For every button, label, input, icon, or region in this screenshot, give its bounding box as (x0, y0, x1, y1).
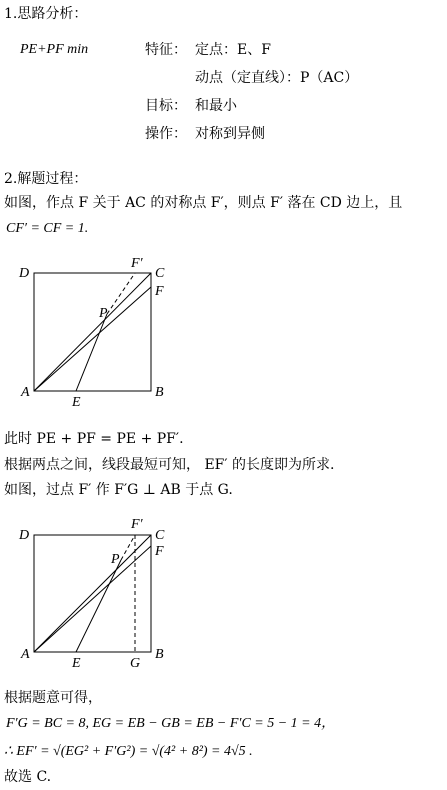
fig1-label-d: D (19, 266, 30, 281)
fig1-label-b: B (155, 385, 164, 400)
fig1-square (34, 273, 151, 391)
solution-line-6: 根据题意可得， (4, 690, 102, 706)
fig1-line-pf-prime (107, 273, 135, 314)
fig2-label-e: E (72, 656, 81, 671)
row-value-fixed-points: 定点：E、F (195, 42, 271, 58)
solution-line-1: 如图，作点 F 关于 AC 的对称点 F′，则点 F′ 落在 CD 边上，且 (4, 195, 403, 211)
row-value-operation: 对称到异侧 (195, 126, 265, 142)
row-label-goal: 目标： (145, 98, 187, 114)
fig1-label-f-prime: F′ (131, 256, 143, 271)
target-formula: PE+PF min (20, 42, 89, 57)
row-value-moving-point: 动点（定直线）：P（AC） (195, 70, 359, 86)
solution-line-4: 根据两点之间，线段最短可知， EF′ 的长度即为所求. (4, 457, 335, 473)
row-label-operation: 操作： (145, 126, 187, 142)
fig1-label-p: P (99, 306, 108, 321)
fig2-label-a: A (21, 647, 30, 662)
fig1-label-e: E (72, 395, 81, 410)
solution-line-8: ∴ EF′ = √(EG² + F′G²) = √(4² + 8²) = 4√5 . (4, 744, 253, 759)
section2-heading: 2.解题过程： (4, 171, 88, 187)
solution-line-3: 此时 PE + PF = PE + PF′. (4, 431, 184, 447)
fig2-label-p: P (111, 552, 120, 567)
fig2-label-f: F (155, 544, 164, 559)
fig1-line-ep (76, 314, 107, 391)
fig2-label-b: B (155, 647, 164, 662)
fig2-diagonal-ac (34, 535, 151, 652)
fig2-label-d: D (19, 528, 30, 543)
solution-line-2: CF′ = CF = 1. (6, 221, 89, 236)
fig2-square (34, 535, 151, 652)
fig1-diagonal-ac (34, 273, 151, 391)
fig2-line-pf-prime (121, 535, 135, 560)
row-value-goal: 和最小 (195, 98, 237, 114)
fig2-label-f-prime: F′ (131, 517, 143, 532)
solution-line-7: F′G = BC = 8, EG = EB − GB = EB − F′C = 5 − 1 = 4， (6, 716, 336, 731)
section1-heading: 1.思路分析： (4, 6, 88, 22)
fig1-label-c: C (155, 266, 165, 281)
fig1-label-a: A (21, 385, 30, 400)
fig1-label-f: F (155, 284, 164, 299)
fig2-line-ep (76, 560, 121, 652)
solution-line-5: 如图，过点 F′ 作 F′G ⊥ AB 于点 G. (4, 482, 233, 498)
solution-line-9: 故选 C. (4, 769, 52, 785)
row-label-feature: 特征： (145, 42, 187, 58)
fig2-label-c: C (155, 528, 165, 543)
fig1-line-af (34, 287, 151, 391)
fig2-label-g: G (130, 656, 141, 671)
fig2-line-af (34, 546, 151, 652)
